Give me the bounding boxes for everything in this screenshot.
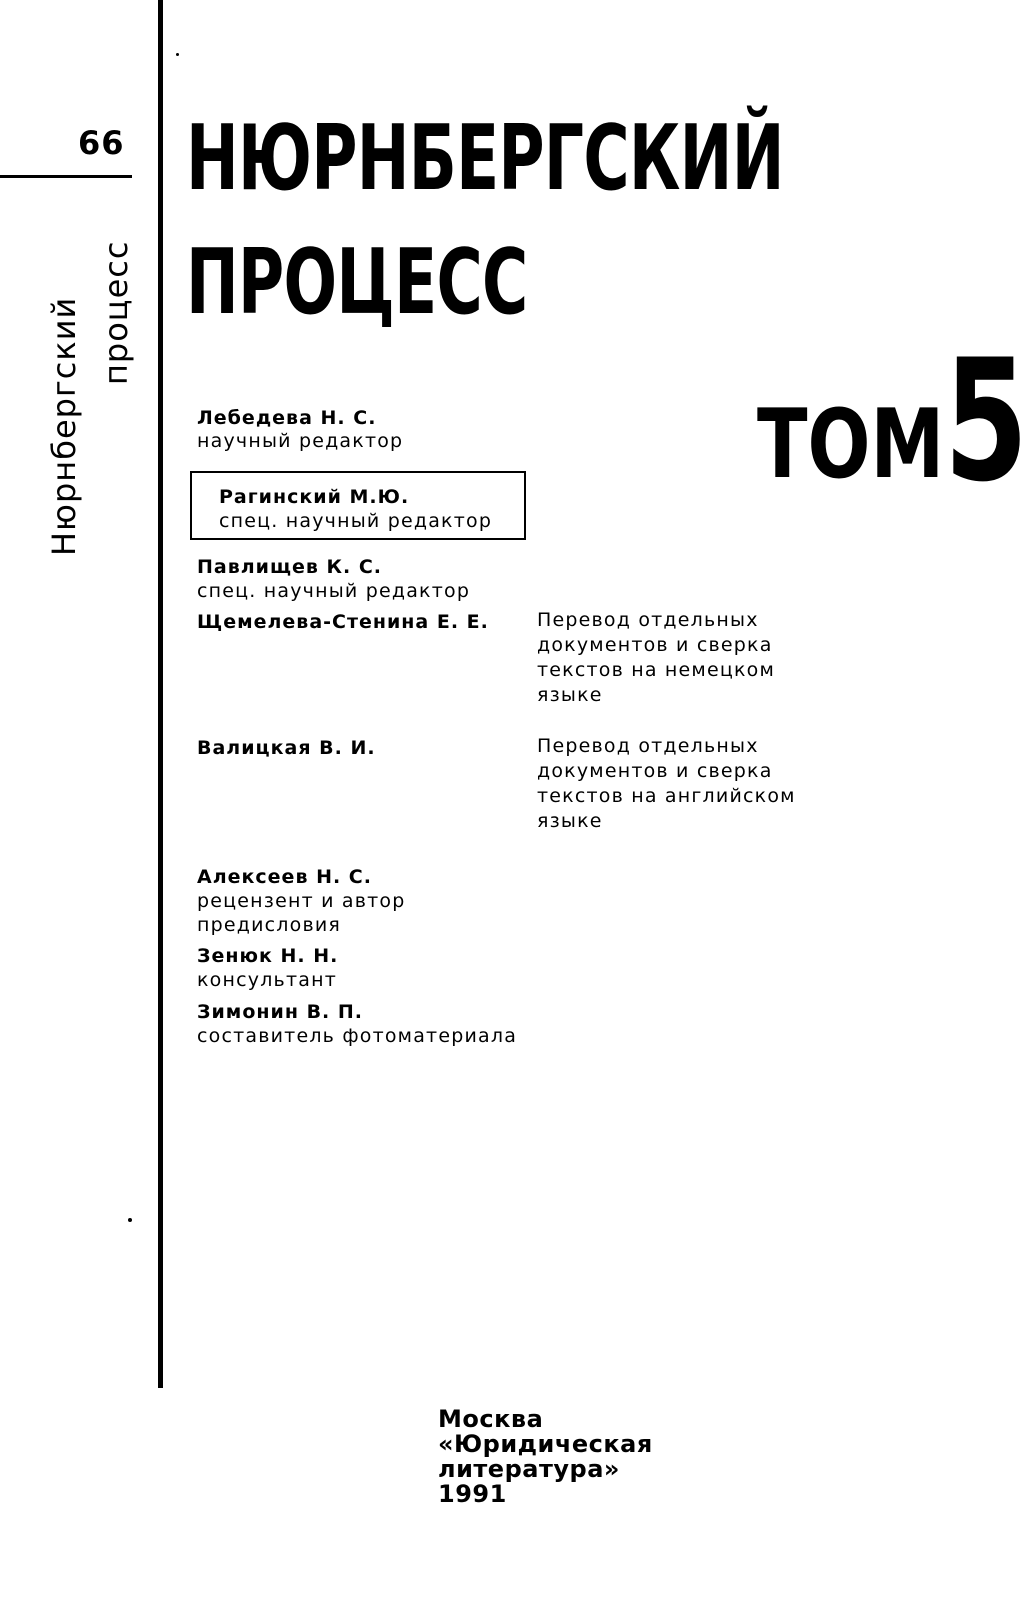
spine-title-line2: процесс (97, 240, 135, 385)
book-title-line2: ПРОЦЕСС (186, 230, 528, 335)
spine-divider-line (158, 0, 163, 1388)
credit-role: предисловия (197, 914, 342, 936)
imprint-publisher: «Юридическая (438, 1430, 653, 1458)
credit-name: Щемелева-Стенина Е. Е. (197, 611, 489, 633)
credit-name: Зенюк Н. Н. (197, 945, 339, 967)
imprint-city: Москва (438, 1405, 544, 1433)
credit-role: спец. научный редактор (197, 580, 471, 602)
book-title-line1: НЮРНБЕРГСКИЙ (186, 106, 784, 211)
credit-role: научный редактор (197, 430, 404, 452)
credit-role: рецензент и автор (197, 890, 406, 912)
credit-note: Перевод отдельных документов и сверка текстов на немецком языке (537, 609, 776, 706)
spine-title-line1: Нюрнбергский (45, 296, 83, 556)
imprint-year: 1991 (438, 1480, 507, 1508)
credit-name: Павлищев К. С. (197, 556, 383, 578)
spine-number-rule (0, 175, 132, 178)
credit-name: Рагинский М.Ю. (219, 486, 410, 508)
credit-note: Перевод отдельных документов и сверка текстов на английском языке (537, 735, 796, 832)
imprint (438, 1407, 653, 1507)
spine-number: 66 (78, 124, 125, 162)
volume-number: 5 (944, 323, 1028, 519)
volume-label: ТОМ (757, 390, 945, 500)
credit-name: Зимонин В. П. (197, 1001, 364, 1023)
print-speck (176, 53, 179, 56)
credit-role: спец. научный редактор (219, 510, 493, 532)
imprint-publisher: литература» (438, 1455, 620, 1483)
credit-name: Лебедева Н. С. (197, 407, 377, 429)
credit-name: Валицкая В. И. (197, 737, 376, 759)
credit-role: консультант (197, 969, 337, 991)
credit-role: составитель фотоматериала (197, 1025, 518, 1047)
print-speck (128, 1218, 132, 1222)
credit-name: Алексеев Н. С. (197, 866, 372, 888)
